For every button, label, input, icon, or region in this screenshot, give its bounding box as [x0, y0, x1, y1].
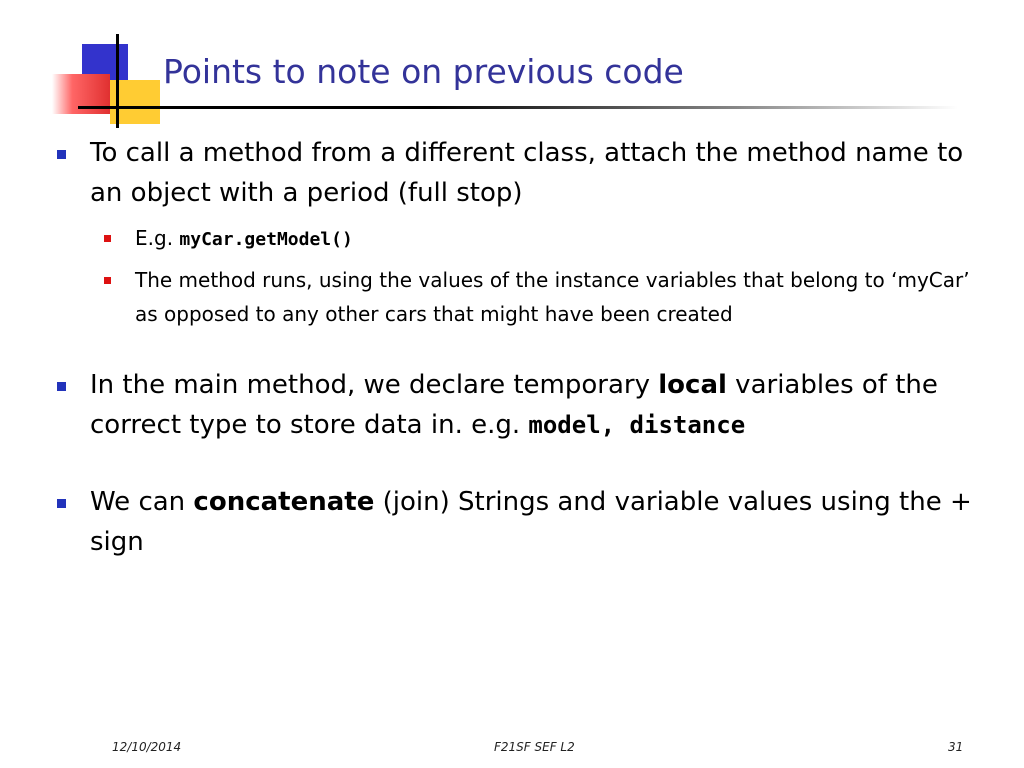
bullet-text-after: (join) Strings and variable values using the + sign [90, 487, 972, 557]
footer-page-number: 31 [948, 740, 964, 754]
sub-bullet-text: The method runs, using the values of the instance variables that belong to ‘myCar’ as opposed to any other cars that might have been created [135, 268, 970, 326]
square-bullet-icon [104, 235, 111, 242]
square-bullet-icon [57, 382, 66, 391]
bullet-text-after: variables of the correct type to store data in. e.g. [90, 370, 938, 440]
bullet-text-before: In the main method, we declare temporary [90, 370, 659, 400]
bold-term: local [658, 370, 727, 400]
decorative-logo [0, 0, 170, 140]
square-bullet-icon [57, 150, 66, 159]
code-snippet: model, distance [528, 411, 746, 439]
slide-title: Points to note on previous code [163, 52, 684, 91]
footer-course: F21SF SEF L2 [494, 740, 575, 754]
footer-date: 12/10/2014 [112, 740, 182, 754]
title-underline [78, 106, 958, 109]
bold-term: concatenate [193, 487, 375, 517]
sub-bullet-prefix: E.g. [135, 226, 180, 250]
bullet-item-1 [50, 133, 985, 213]
slide-body [50, 133, 985, 562]
vertical-line-decoration [116, 34, 119, 128]
code-snippet: myCar.getModel() [179, 229, 353, 250]
bullet-item-2 [50, 365, 985, 445]
bullet-item-3 [50, 482, 985, 562]
square-bullet-icon [104, 277, 111, 284]
bullet-text-before: We can [90, 487, 194, 517]
sub-bullet-item-2 [90, 263, 985, 331]
bullet-text: To call a method from a different class, attach the method name to an object with a period (full stop) [90, 138, 964, 208]
square-bullet-icon [57, 499, 66, 508]
sub-bullet-item-1 [90, 221, 985, 257]
